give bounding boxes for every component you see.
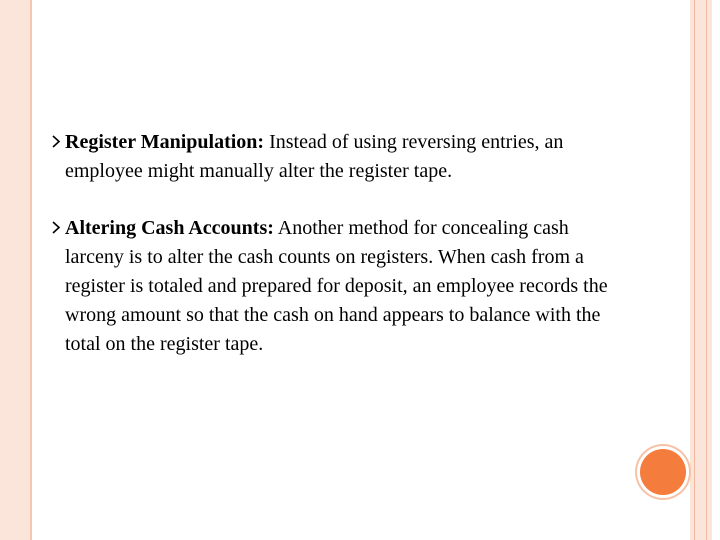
bullet-term: Register Manipulation: [65,131,265,153]
bullet-item-register-manipulation [52,128,612,186]
slide-content [52,128,612,387]
bullet-body: Another method for concealing cash larceny is to alter the cash counts on registers. When cash from a register is totaled and prepared for deposit, an employee records the wrong amount so that the cash on hand appears to balance with the total on the register tape. [65,217,608,355]
right-frame-line [694,0,695,540]
left-frame-band [0,0,30,540]
bullet-text [65,128,612,186]
bullet-text [65,214,612,359]
left-frame-line [30,0,32,540]
right-frame-line [706,0,707,540]
bullet-item-altering-cash-accounts [52,214,612,359]
decorative-circle [640,449,686,495]
bullet-term: Altering Cash Accounts: [65,217,274,239]
arrow-bullet-icon [52,221,61,234]
arrow-bullet-icon [52,135,61,148]
bullet-body: Instead of using reversing entries, an employee might manually alter the register tape. [65,131,564,182]
